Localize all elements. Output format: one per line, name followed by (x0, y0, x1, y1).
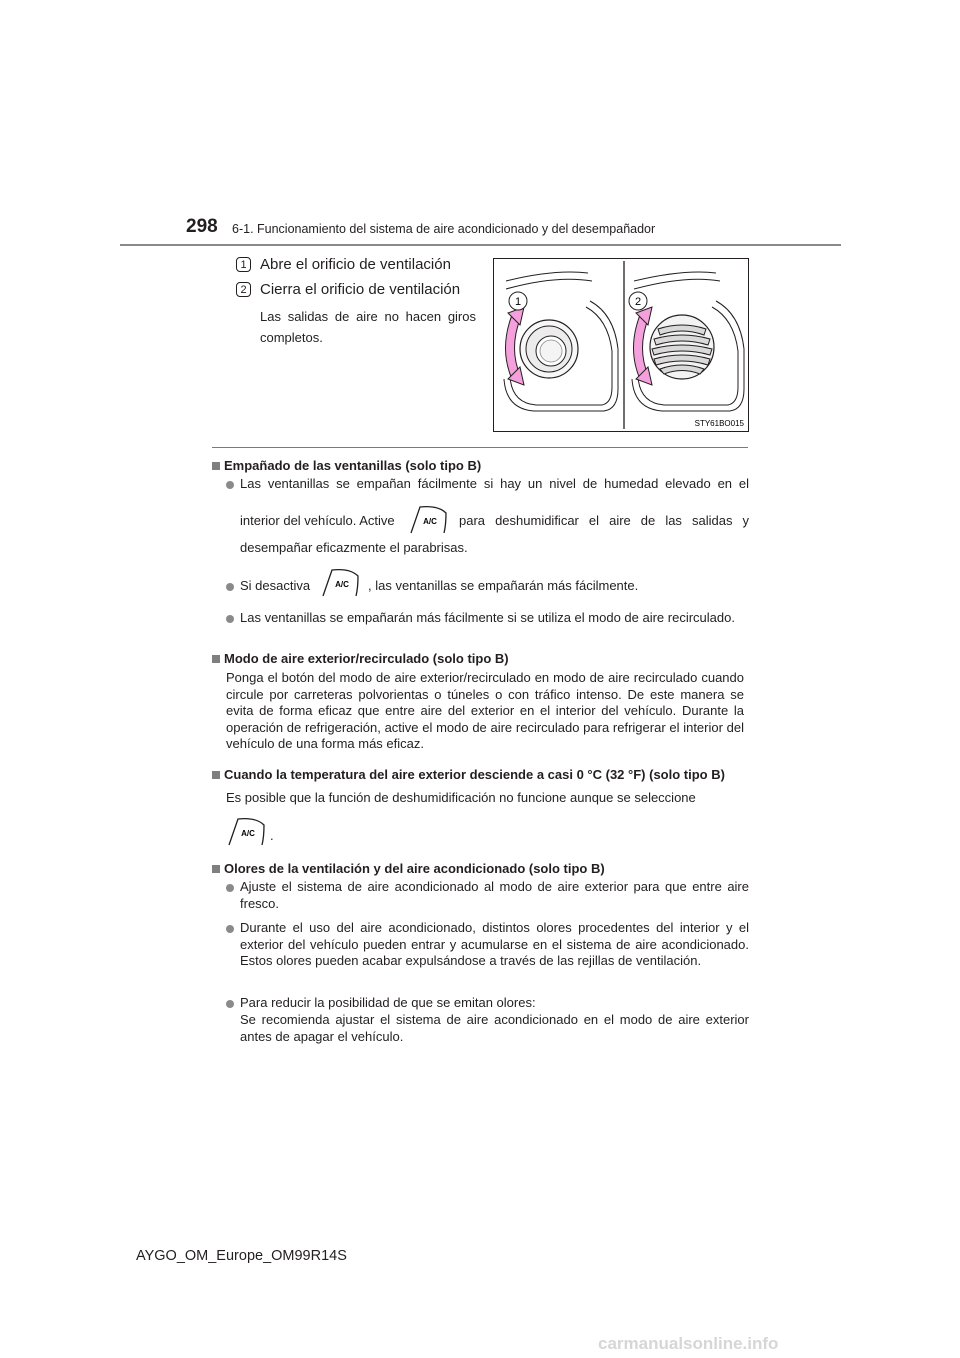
fogging-bullet-2-part2: , las ventanillas se empañarán más fácilmente. (368, 578, 639, 593)
svg-text:A/C: A/C (241, 829, 255, 838)
heading-odors: Olores de la ventilación y del aire acondicionado (solo tipo B) (212, 861, 605, 876)
ac-button-icon (226, 815, 268, 852)
section-title: 6-1. Funcionamiento del sistema de aire acondicionado y del desempañador (232, 222, 656, 236)
ac-button-icon (408, 503, 450, 540)
square-bullet-icon (212, 865, 220, 873)
section-divider (212, 447, 748, 448)
fogging-bullet-1-part2a: para deshumidificar el aire de las salidas y (459, 513, 749, 528)
square-bullet-icon (212, 771, 220, 779)
page-number: 298 (186, 216, 218, 237)
figure-label-2: 2 (634, 296, 642, 308)
bullet-dot-icon (226, 884, 234, 892)
item-2-badge: 2 (236, 280, 251, 298)
fogging-bullet-1-interior: interior del vehículo. Active (240, 513, 395, 528)
header-rule (120, 244, 841, 246)
square-bullet-icon (212, 462, 220, 470)
bullet-dot-icon (226, 481, 234, 489)
item-1-text: Abre el orificio de ventilación (260, 256, 451, 273)
bullet-dot-icon (226, 925, 234, 933)
fogging-bullet-2-part1: Si desactiva (240, 578, 311, 593)
heading-fogging: Empañado de las ventanillas (solo tipo B) (212, 458, 481, 473)
fogging-bullet-3: Las ventanillas se empañarán más fácilmente si se utiliza el modo de aire recirculado. (240, 610, 735, 625)
bullet-dot-icon (226, 615, 234, 623)
bullet-dot-icon (226, 583, 234, 591)
heading-recirculation: Modo de aire exterior/recirculado (solo tipo B) (212, 651, 509, 666)
vent-note: Las salidas de aire no hacen giros completos. (260, 309, 476, 345)
svg-text:A/C: A/C (335, 580, 349, 589)
vent-illustration (493, 258, 749, 432)
bullet-dot-icon (226, 1000, 234, 1008)
odors-bullet-3-line2: Se recomienda ajustar el sistema de aire acondicionado en el modo de aire exterior antes de apagar el vehículo. (240, 1012, 749, 1044)
odors-bullet-1: Ajuste el sistema de aire acondicionado al modo de aire exterior para que entre aire fresco. (240, 879, 749, 911)
figure-label-1: 1 (514, 296, 522, 308)
odors-bullet-2: Durante el uso del aire acondicionado, distintos olores procedentes del interior y el exterior del vehículo pueden entrar y acumularse en el sistema de aire acondicionado. Estos olores pueden acabar expulsándose a través de las rejillas de ventilación. (240, 920, 749, 968)
square-bullet-icon (212, 655, 220, 663)
figure-code: STY61BO015 (694, 419, 744, 428)
ac-button-icon (320, 566, 362, 603)
low-temperature-body: Es posible que la función de deshumidificación no funcione aunque se seleccione (226, 790, 696, 805)
low-temperature-end: . (270, 828, 274, 843)
odors-bullet-3-line1: Para reducir la posibilidad de que se emitan olores: (240, 995, 536, 1010)
heading-low-temperature: Cuando la temperatura del aire exterior desciende a casi 0 °C (32 °F) (solo tipo B) (212, 767, 725, 782)
vent-illustration-svg (494, 259, 748, 431)
fogging-bullet-1-part2b: desempañar eficazmente el parabrisas. (240, 540, 468, 555)
recirculation-body: Ponga el botón del modo de aire exterior/recirculado en modo de aire recirculado cuando circule por carreteras polvorientas o túneles o con tráfico intenso. De este manera se evita de forma eficaz que entre aire del exterior en el interior del vehículo. Durante la operación de refrigeración, active el modo de aire recirculado para refrigerar el interior del vehículo de una forma más eficaz. (226, 670, 744, 751)
watermark: carmanualsonline.info (598, 1334, 779, 1353)
fogging-bullet-1-part1: Las ventanillas se empañan fácilmente si hay un nivel de humedad elevado en el (240, 476, 749, 491)
item-2-text: Cierra el orificio de ventilación (260, 281, 461, 298)
item-1-badge: 1 (236, 255, 251, 273)
footer-code: AYGO_OM_Europe_OM99R14S (136, 1248, 347, 1264)
svg-text:A/C: A/C (423, 517, 437, 526)
